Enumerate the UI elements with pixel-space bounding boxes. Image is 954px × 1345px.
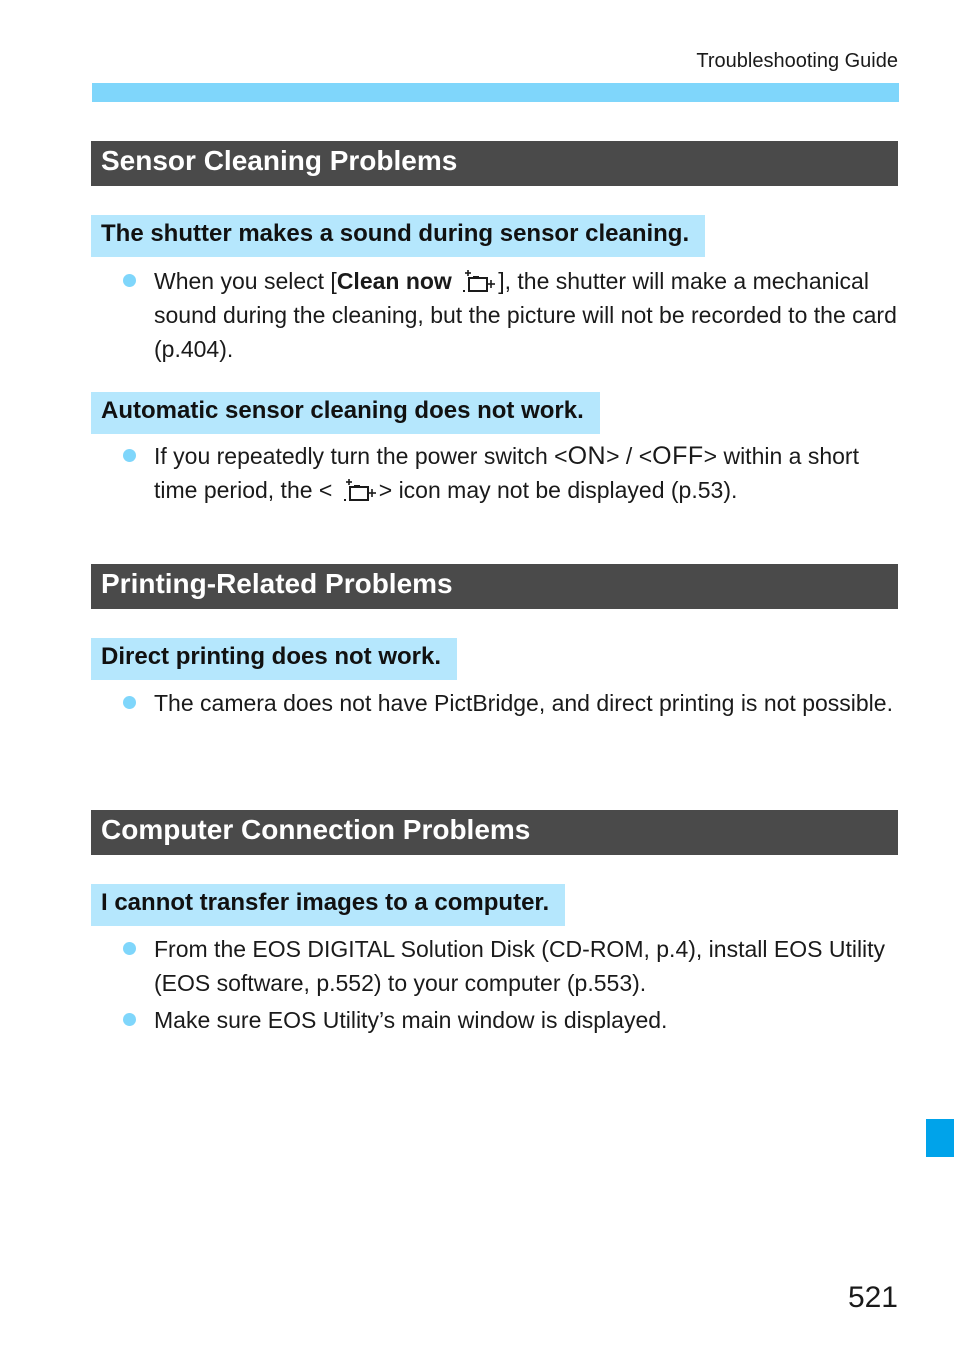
page-number: 521 <box>847 1281 898 1314</box>
bullet-icon <box>123 1013 136 1026</box>
bullet-icon <box>123 449 136 462</box>
bullet-icon <box>123 696 136 709</box>
bullet-icon <box>123 942 136 955</box>
chapter-tab <box>926 1119 954 1157</box>
section-title-computer-connection: Computer Connection Problems <box>91 810 898 855</box>
section-title-sensor-cleaning: Sensor Cleaning Problems <box>91 141 898 186</box>
problem-heading-shutter-sound: The shutter makes a sound during sensor cleaning. <box>91 215 705 257</box>
running-head: Troubleshooting Guide <box>696 50 898 72</box>
list-item: If you repeatedly turn the power switch <ON> / <OFF> within a short time period, the < > icon may not be displayed (p.53). <box>154 439 899 507</box>
header-bar <box>92 83 899 102</box>
list-item: Make sure EOS Utility’s main window is displayed. <box>154 1003 899 1037</box>
problem-heading-transfer-images: I cannot transfer images to a computer. <box>91 884 565 926</box>
power-off-label: OFF <box>652 442 704 470</box>
problem-heading-direct-printing: Direct printing does not work. <box>91 638 457 680</box>
bullet-icon <box>123 274 136 287</box>
power-on-label: ON <box>567 442 607 470</box>
sensor-clean-icon <box>460 269 496 293</box>
section-title-printing: Printing-Related Problems <box>91 564 898 609</box>
list-item: When you select [Clean now ], the shutter will make a mechanical sound during the cleaning, but the picture will not be recorded to the card (p.404). <box>154 264 899 366</box>
list-item: From the EOS DIGITAL Solution Disk (CD-ROM, p.4), install EOS Utility (EOS software, p.552) to your computer (p.553). <box>154 932 899 1000</box>
problem-heading-auto-cleaning: Automatic sensor cleaning does not work. <box>91 392 600 434</box>
sensor-clean-icon <box>341 478 377 502</box>
list-item: The camera does not have PictBridge, and direct printing is not possible. <box>154 686 899 720</box>
